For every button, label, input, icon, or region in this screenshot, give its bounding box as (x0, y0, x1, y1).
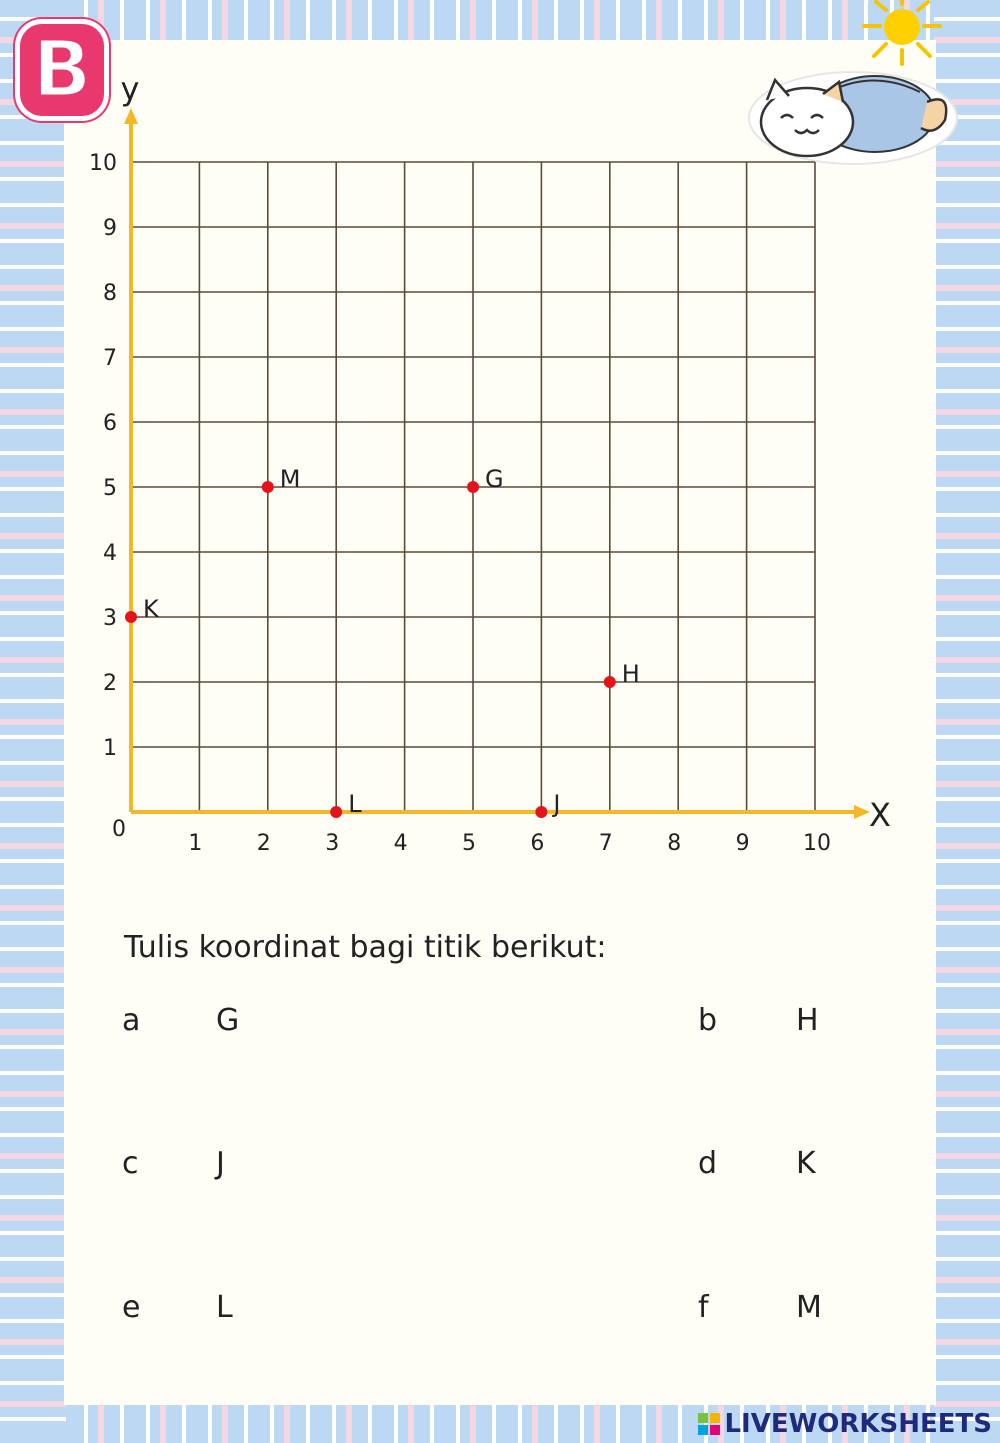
y-tick-label: 8 (103, 281, 117, 306)
question-point: H (796, 1003, 819, 1038)
x-tick-label: 9 (735, 831, 750, 856)
x-tick-label: 6 (530, 831, 545, 856)
question-letter: b (698, 1003, 718, 1038)
axes (121, 70, 891, 834)
section-letter: B (32, 25, 92, 115)
tick-labels (89, 151, 831, 856)
y-tick-label: 2 (103, 671, 117, 696)
point-H (604, 676, 616, 688)
question-point: K (796, 1146, 816, 1181)
x-axis-arrow (854, 805, 870, 819)
point-J (535, 806, 547, 818)
point-label-H: H (621, 660, 640, 688)
point-label-K: K (143, 595, 159, 623)
point-M (262, 481, 274, 493)
question-letter: c (122, 1146, 139, 1181)
question-point: G (216, 1003, 240, 1038)
x-tick-label: 4 (393, 831, 408, 856)
x-tick-label: 2 (256, 831, 271, 856)
question-letter: e (122, 1290, 141, 1325)
point-label-L: L (348, 790, 362, 818)
plotted-points (125, 465, 640, 818)
point-L (330, 806, 342, 818)
x-tick-label: 5 (462, 831, 476, 856)
y-tick-label: 10 (89, 151, 117, 176)
x-tick-label: 3 (325, 831, 340, 856)
x-tick-label: 0 (112, 817, 126, 842)
question-point: J (216, 1146, 225, 1181)
question-point: L (216, 1290, 233, 1325)
x-tick-label: 10 (803, 831, 831, 856)
point-label-G: G (485, 465, 504, 493)
y-tick-label: 6 (103, 411, 117, 436)
y-tick-label: 5 (103, 476, 117, 501)
question-letter: a (122, 1003, 141, 1038)
x-tick-label: 1 (188, 831, 203, 856)
brand-logo-icon (698, 1413, 720, 1435)
brand-name: LIVEWORKSHEETS (724, 1409, 992, 1439)
y-axis-arrow (124, 108, 138, 124)
y-axis-label: y (120, 70, 140, 108)
y-tick-label: 9 (103, 216, 117, 241)
point-label-J: J (553, 790, 561, 818)
point-G (467, 481, 479, 493)
x-tick-label: 7 (598, 831, 613, 856)
point-K (125, 611, 137, 623)
y-tick-label: 3 (103, 606, 117, 631)
question-letter: f (698, 1290, 709, 1325)
question-point: M (796, 1290, 822, 1325)
question-letter: d (698, 1146, 718, 1181)
y-tick-label: 7 (103, 346, 117, 371)
y-tick-label: 1 (103, 736, 117, 761)
brand-footer (698, 1409, 992, 1439)
instruction-text: Tulis koordinat bagi titik berikut: (124, 930, 607, 965)
y-tick-label: 4 (103, 541, 117, 566)
point-label-M: M (279, 465, 301, 493)
x-tick-label: 8 (667, 831, 682, 856)
x-axis-label: X (869, 796, 891, 834)
